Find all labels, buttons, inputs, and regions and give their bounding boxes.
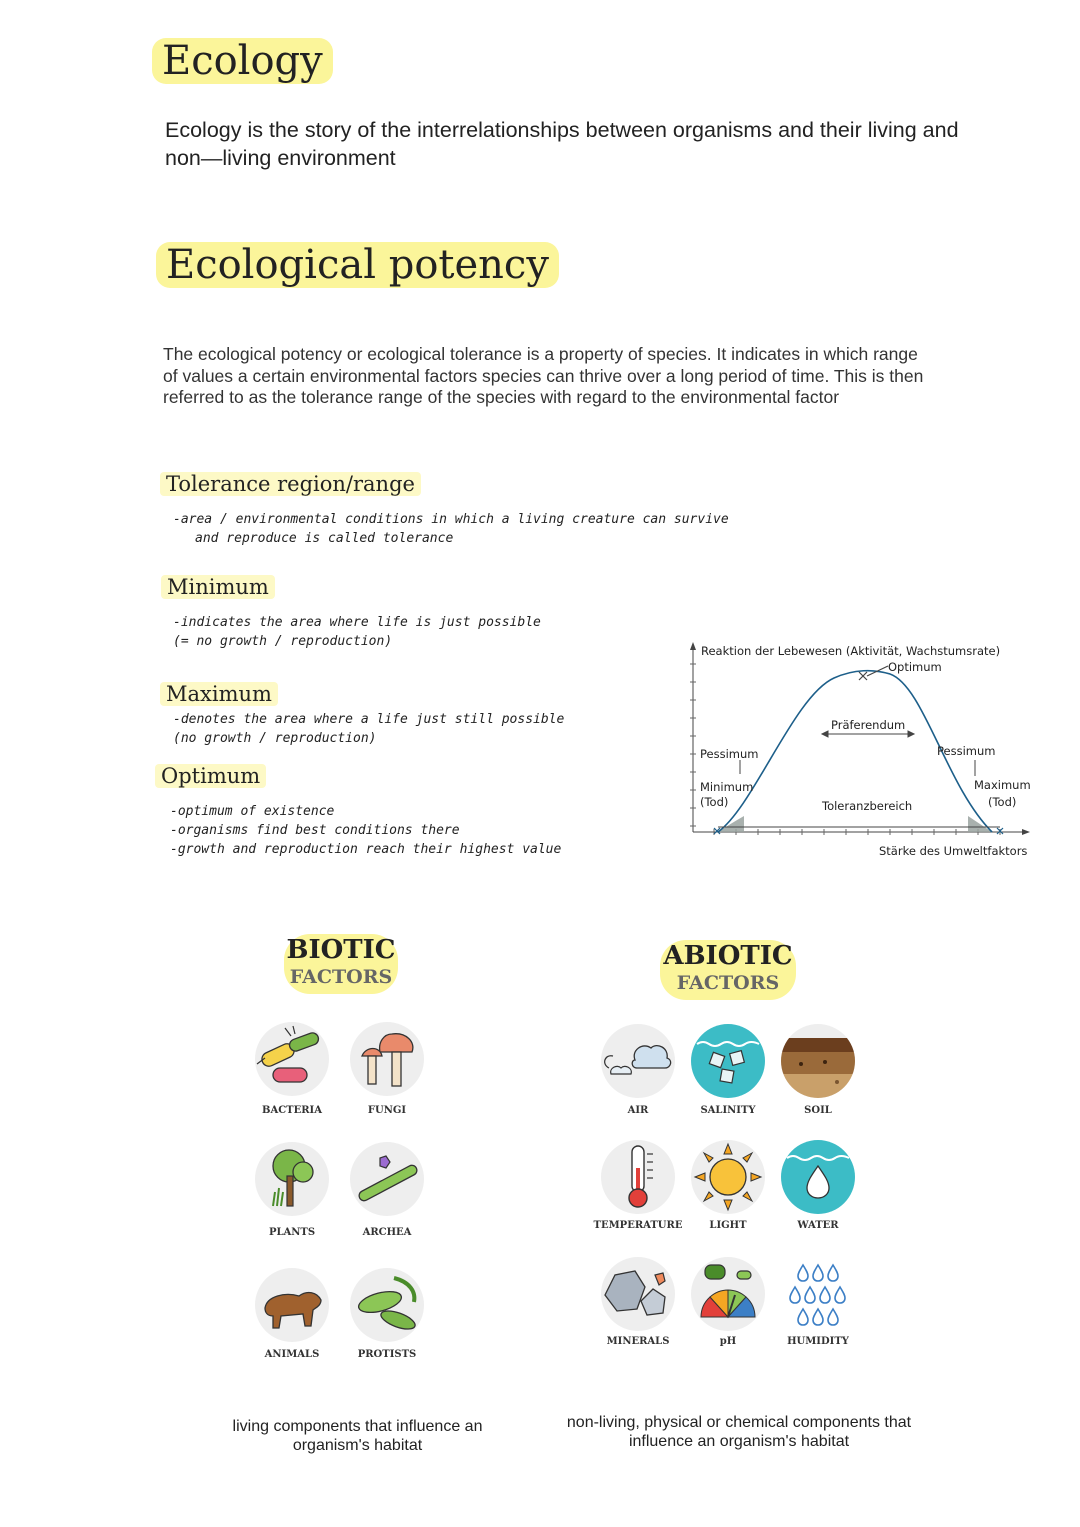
praeferendum-label: Präferendum: [831, 718, 906, 732]
maximum-heading: Maximum: [160, 682, 278, 706]
minerals-icon: [601, 1257, 675, 1331]
abiotic-title: ABIOTIC FACTORS: [660, 940, 796, 1000]
ph-label: pH: [719, 1336, 737, 1347]
salinity-icon: [691, 1024, 765, 1098]
minimum-heading: Minimum: [161, 575, 275, 599]
ph-icon: [691, 1257, 765, 1331]
humidity-icon: [781, 1257, 855, 1331]
archea-label: ARCHEA: [362, 1227, 412, 1238]
optimum-note: -optimum of existence -organisms find best conditions there -growth and reproduction reach their highest value: [170, 804, 562, 857]
minimum-label: Minimum: [700, 780, 754, 794]
pessimum-right-label: Pessimum: [937, 744, 996, 758]
biotic-caption: living components that influence an organism's habitat: [232, 1418, 483, 1454]
abiotic-caption: non-living, physical or chemical components that influence an organism's habitat: [566, 1414, 912, 1450]
plants-label: PLANTS: [268, 1227, 316, 1238]
y-axis-arrow: [690, 642, 696, 650]
soil-label: SOIL: [804, 1105, 832, 1116]
minimum-tod-label: (Tod): [700, 795, 729, 809]
y-axis-label: Reaktion der Lebewesen (Aktivität, Wachstumsrate): [701, 644, 1001, 658]
light-label: LIGHT: [709, 1220, 747, 1231]
water-label: WATER: [797, 1220, 839, 1231]
salinity-label: SALINITY: [700, 1105, 756, 1116]
archea-icon: [350, 1142, 424, 1216]
pessimum-left-label: Pessimum: [700, 747, 759, 761]
fungi-label: FUNGI: [367, 1105, 407, 1116]
tolerance-heading: Tolerance region/range: [160, 472, 421, 496]
water-icon: [781, 1140, 855, 1214]
optimum-heading: Optimum: [155, 764, 266, 788]
minimum-note: -indicates the area where life is just possible (= no growth / reproduction): [173, 615, 541, 649]
animals-label: ANIMALS: [264, 1349, 320, 1360]
bacteria-label: BACTERIA: [262, 1105, 322, 1116]
air-label: AIR: [627, 1105, 649, 1116]
potency-text: The ecological potency or ecological tolerance is a property of species. It indicates in which range of values a certain environmental factors species can thrive over a long period of time. This is then referred to as the tolerance range of the species with regard to the environmental factor: [163, 344, 924, 407]
x-axis-label: Stärke des Umweltfaktors: [879, 844, 1028, 858]
humidity-label: HUMIDITY: [787, 1336, 849, 1347]
toleranzbereich-label: Toleranzbereich: [822, 799, 913, 813]
tolerance-note: -area / environmental conditions in which a living creature can survive and reproduce is called tolerance: [173, 512, 729, 546]
biotic-title: BIOTIC FACTORS: [284, 934, 398, 994]
animals-icon: [255, 1268, 329, 1342]
soil-icon: [781, 1024, 855, 1098]
fungi-icon: [350, 1022, 424, 1096]
maximum-note: -denotes the area where a life just still possible (no growth / reproduction): [173, 712, 565, 746]
potency-title: Ecological potency: [156, 242, 559, 288]
air-icon: [601, 1024, 675, 1098]
minerals-label: MINERALS: [606, 1336, 670, 1347]
maximum-tod-label: (Tod): [988, 795, 1017, 809]
optimum-label: Optimum: [888, 660, 942, 674]
ecology-title: Ecology: [152, 38, 333, 84]
maximum-label: Maximum: [974, 778, 1031, 792]
temperature-icon: [601, 1140, 675, 1214]
protists-icon: [350, 1268, 424, 1342]
x-axis-arrow: [1022, 829, 1030, 835]
plants-icon: [255, 1142, 329, 1216]
tolerance-diagram: [684, 636, 1044, 868]
ecology-definition: Ecology is the story of the interrelationships between organisms and their living and non—living environment: [165, 118, 959, 170]
light-icon: [691, 1140, 765, 1214]
temperature-label: TEMPERATURE: [593, 1220, 683, 1231]
protists-label: PROTISTS: [357, 1349, 417, 1360]
bacteria-icon: [255, 1022, 329, 1096]
